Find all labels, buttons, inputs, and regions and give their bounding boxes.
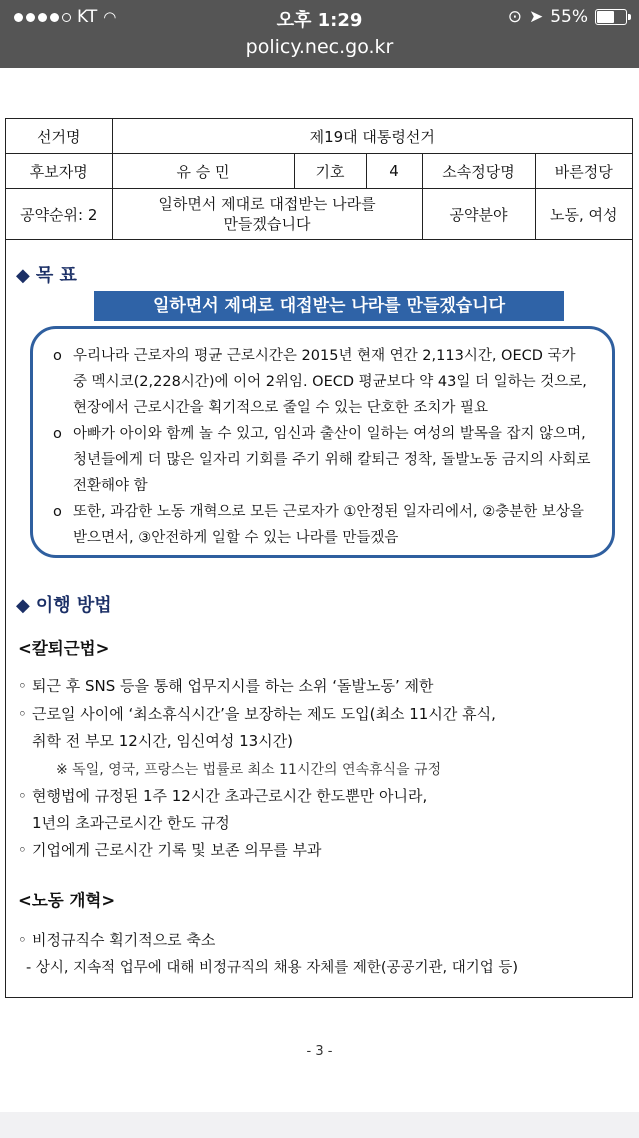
pledge-info-table [6,119,632,240]
candidate-label: 후보자명 [6,154,112,189]
method-subitem: - 상시, 지속적 업무에 대해 비정규직의 채용 자체를 제한(공공기관, 대기업 등) [26,960,519,976]
rotation-lock-icon: ⊙ [507,7,522,27]
section-title-labor-reform: <노동 개혁> [18,891,116,910]
battery-percent: 55% [550,7,588,27]
section-title-overtime: <칼퇴근법> [18,639,110,658]
goal-item: o 우리나라 근로자의 평균 근로시간은 2015년 현재 연간 2,113시간, OECD 국가 중 멕시코(2,228시간)에 이어 2위임. OECD 평균보다 약 43일 더 일하는 것으로, 현장에서 근로시간을 획기적으로 줄일 수 있는 단호한 조치가 필요 [53,343,594,421]
goal-heading: ◆ 목 표 [16,265,77,286]
status-time: 오후 1:29 [276,10,363,31]
goal-item: o 또한, 과감한 노동 개혁으로 모든 근로자가 ①안정된 일자리에서, ②충분한 보상을 받으면서, ③안전하게 일할 수 있는 나라를 만들겠음 [53,499,594,551]
rank-label: 공약순위: 2 [6,189,112,240]
goal-item: o 아빠가 아이와 함께 놀 수 있고, 임신과 출산이 일하는 여성의 발목을 잡지 않으며, 청년들에게 더 많은 일자리 기회를 주기 위해 칼퇴근 정착, 돌발노동 금지의 사회로 전환해야 함 [53,421,594,499]
url-bar[interactable]: policy.nec.go.kr [245,36,394,58]
goal-bullet: o [53,504,62,520]
goal-bullet: o [53,426,62,442]
pledge-title: 일하면서 제대로 대접받는 나라를 만들겠습니다 [112,189,422,240]
election-label: 선거명 [6,119,112,154]
method-item: ◦ 현행법에 규정된 1주 12시간 초과근로시간 한도뿐만 아니라, 1년의 초과근로시간 한도 규정 [18,787,428,832]
method-item: ◦ 근로일 사이에 ‘최소휴식시간’을 보장하는 제도 도입(최소 11시간 휴식, 취학 전 부모 12시간, 임신여성 13시간) [18,705,496,750]
wifi-icon: ◠ [103,8,117,26]
field-value: 노동, 여성 [535,189,632,240]
party-label: 소속정당명 [422,154,535,189]
method-item: ◦ 퇴근 후 SNS 등을 통해 업무지시를 하는 소위 ‘돌발노동’ 제한 [18,677,434,695]
battery-icon [595,9,627,25]
election-value: 제19대 대통령선거 [112,119,632,154]
method-item: ◦ 비정규직수 획기적으로 축소 [18,931,216,949]
diamond-icon: ◆ [16,265,30,286]
status-bar [0,0,639,34]
diamond-icon: ◆ [16,595,30,616]
page-number: - 3 - [306,1044,333,1059]
method-heading: ◆ 이행 방법 [16,595,112,616]
location-arrow-icon: ➤ [528,7,544,27]
browser-chrome [0,0,639,68]
method-item: ◦ 기업에게 근로시간 기록 및 보존 의무를 부과 [18,841,322,859]
field-label: 공약분야 [422,189,535,240]
number-label: 기호 [294,154,366,189]
method-note: ※ 독일, 영국, 프랑스는 법률로 최소 11시간의 연속휴식을 규정 [56,762,442,778]
candidate-value: 유 승 민 [112,154,294,189]
party-value: 바른정당 [535,154,632,189]
goal-banner: 일하면서 제대로 대접받는 나라를 만들겠습니다 [94,291,564,321]
carrier-name: KT [77,7,98,27]
bottom-toolbar-strip [0,1112,639,1138]
pledge-document [5,118,633,998]
goal-bullet: o [53,348,62,364]
number-value: 4 [366,154,422,189]
goal-box [30,326,615,558]
